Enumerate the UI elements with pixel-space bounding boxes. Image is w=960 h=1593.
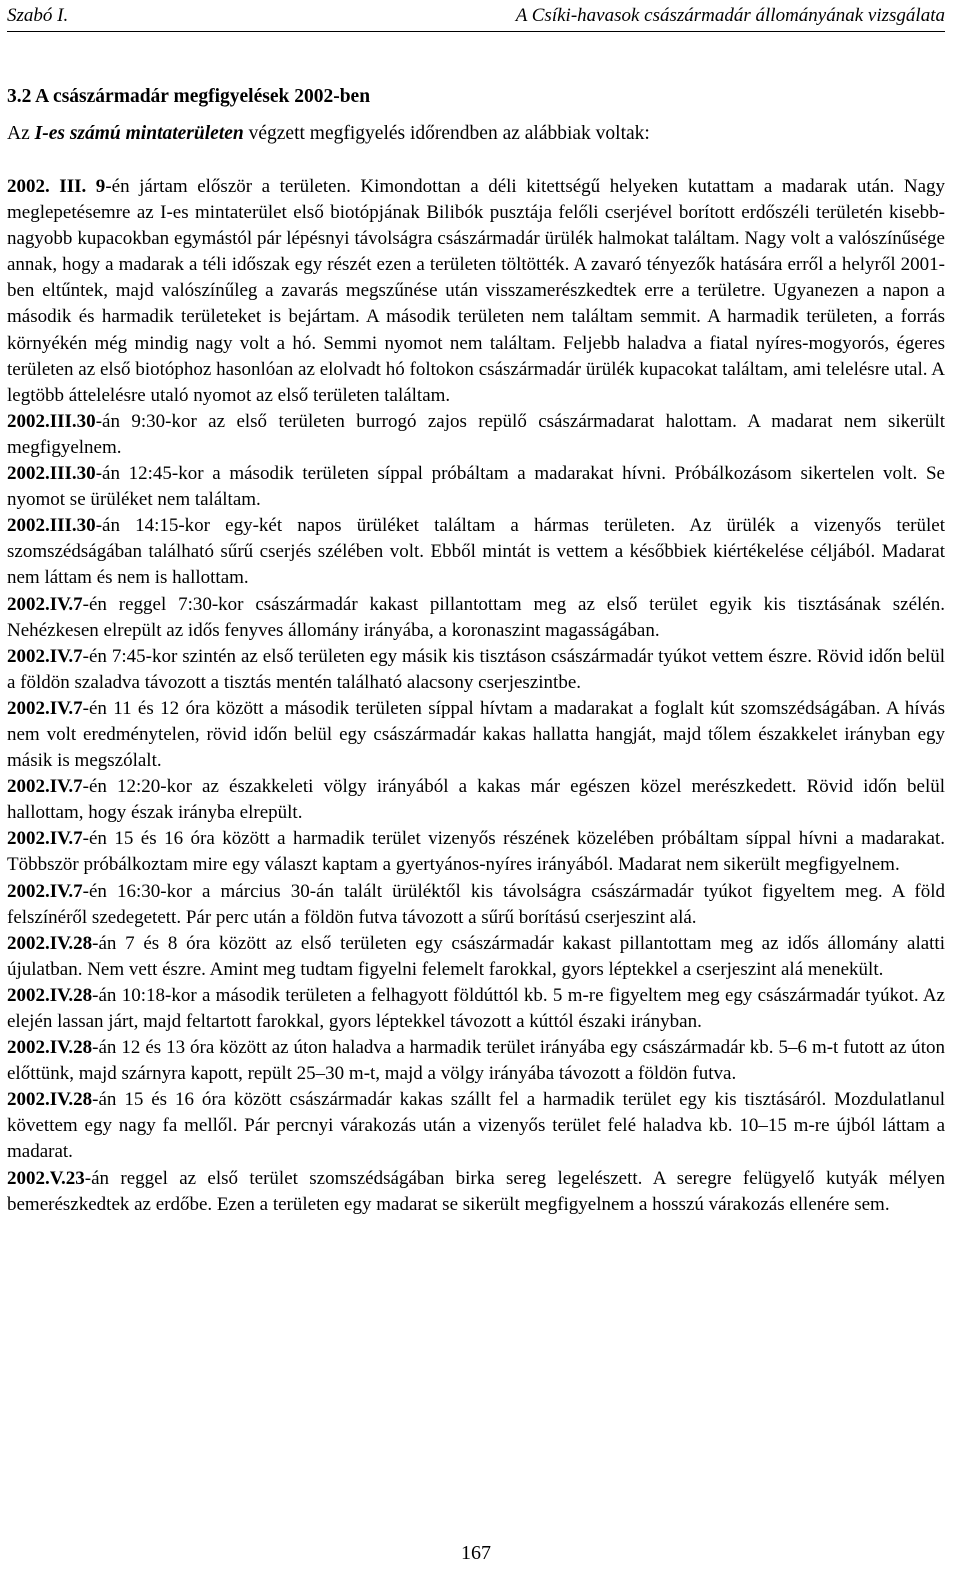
entry-text: -án 12:45-kor a második területen síppal próbáltam a madarakat hívni. Próbálkozásom sikertelen volt. Se nyomot se ürüléket nem találtam. bbox=[7, 463, 945, 511]
entry-text: -án 12 és 13 óra között az úton haladva a harmadik terület irányába egy császármadár kb. 5–6 m-t futott az úton előttünk, majd szárnyra kapott, repült 25–30 m-t, majd a völgy irányába távozott a földön futva. bbox=[7, 1037, 945, 1085]
entry-date: 2002.IV.7 bbox=[7, 697, 83, 719]
log-entry bbox=[7, 1166, 945, 1218]
entry-date: 2002.IV.28 bbox=[7, 1089, 93, 1111]
log-entry bbox=[7, 931, 945, 983]
log-entry bbox=[7, 879, 945, 931]
log-entry bbox=[7, 409, 945, 461]
log-entry bbox=[7, 1035, 945, 1087]
lead-prefix: Az bbox=[7, 123, 35, 144]
log-entry bbox=[7, 461, 945, 513]
entry-text: -én 11 és 12 óra között a második területen síppal hívtam a madarakat a foglalt kút szomszédságában. A hívás nem volt eredménytelen, rövid időn belül egy császármadár kakas hallatta hangját, majd tőlem északkelet irányban egy másik is megszólalt. bbox=[7, 697, 945, 772]
entry-date: 2002.IV.28 bbox=[7, 932, 93, 954]
entry-text: -án reggel az első terület szomszédságában birka sereg legelészett. A seregre felügyelő kutyák mélyen bemerészkedtek az erdőbe. Ezen a területen egy madarat se sikerült megfigyelnem a hosszú várakozás ellenére sem. bbox=[7, 1167, 945, 1215]
entry-text: -én 16:30-kor a március 30-án talált ürüléktől kis távolságra császármadár tyúkot figyeltem meg. A föld felszínéről szedegetett. Pár perc után a földön futva távozott a sűrű borítású cserjeszint alá. bbox=[7, 880, 945, 928]
header-title: A Csíki-havasok császármadár állományának vizsgálata bbox=[515, 5, 945, 26]
log-entry bbox=[7, 1087, 945, 1165]
entry-text: -án 9:30-kor az első területen burrogó zajos repülő császármadarat halottam. A madarat nem sikerült megfigyelnem. bbox=[7, 410, 945, 458]
entry-date: 2002.III.30 bbox=[7, 463, 96, 485]
log-entry bbox=[7, 592, 945, 644]
entry-text: -én jártam először a területen. Kimondottan a déli kitettségű helyeken kutattam a madarak után. Nagy meglepetésemre az I-es mintaterület első biotópjának Bilibók pusztája felőli cserjével borított erdőszéli területén kisebb-nagyobb kupacokban egymástól pár lépésnyi távolságra császármadár ürülék halmokat találtam. Nagy volt a valószínűsége annak, hogy a madarak a téli időszak egy részét ezen a területen töltötték. A zavaró tényezők hatására erről a helyről 2001-ben eltűntek, majd valószínűleg a zavarás megszűnése után visszamerészkedtek erre a területre. Ugyanezen a napon a második és harmadik területeket is bejártam. A második területen nem találtam semmit. A harmadik területen, a forrás környékén még mindig nagy volt a hó. Semmi nyomot nem találtam. Feljebb haladva a fiatal nyíres-mogyorós, égeres területen az első biotóphoz hasonlóan az elolvadt hó foltokon császármadár ürülék kupacokat találtam, ami telelésre utal. A legtöbb áttelelésre utaló nyomot az első területen találtam. bbox=[7, 176, 946, 406]
entry-date: 2002.III.30 bbox=[7, 410, 96, 432]
entry-date: 2002.III.30 bbox=[7, 515, 96, 537]
page-number: 167 bbox=[461, 1542, 491, 1564]
entry-date: 2002.IV.7 bbox=[7, 828, 83, 850]
log-entry bbox=[7, 983, 945, 1035]
entry-date: 2002.IV.7 bbox=[7, 593, 83, 615]
section-title: 3.2 A császármadár megfigyelések 2002-ben bbox=[7, 86, 371, 107]
lead-emphasis: I-es számú mintaterületen bbox=[34, 123, 244, 144]
entry-date: 2002.IV.7 bbox=[7, 776, 83, 798]
log-entry bbox=[7, 774, 945, 826]
running-header bbox=[7, 4, 945, 32]
entry-date: 2002.IV.28 bbox=[7, 1037, 93, 1059]
entry-date: 2002.IV.7 bbox=[7, 645, 83, 667]
entry-text: -án 7 és 8 óra között az első területen egy császármadár kakast pillantottam meg az idős állomány alatti újulatban. Nem vett észre. Amint meg tudtam figyelni felemelt farokkal, gyors léptekkel a cserjeszint alá menekült. bbox=[7, 932, 945, 980]
entry-text: -án 10:18-kor a második területen a felhagyott földúttól kb. 5 m-re figyeltem meg egy császármadár tyúkot. Az elején lassan járt, majd feltartott farokkal, gyors léptekkel távozott a kúttól északi irányban. bbox=[7, 984, 945, 1032]
entry-text: -én 7:45-kor szintén az első területen egy másik kis tisztáson császármadár tyúkot vettem észre. Rövid időn belül a földön szaladva távozott a tisztás mentén található alacsony cserjeszintbe. bbox=[7, 645, 945, 693]
entry-text: -án 14:15-kor egy-két napos ürüléket találtam a hármas területen. Az ürülék a vizenyős terület szomszédságában található sűrű cserjés szélében volt. Ebből mintát is vettem a későbbiek kiértékelése céljából. Madarat nem láttam és nem is hallottam. bbox=[7, 515, 945, 589]
log-entry bbox=[7, 644, 945, 696]
log-entry bbox=[7, 174, 945, 409]
entry-text: -én reggel 7:30-kor császármadár kakast pillantottam meg az első terület egyik kis tisztásának szélén. Nehézkesen elrepült az idős fenyves állomány irányába, a koronaszint magasságában. bbox=[7, 593, 945, 641]
log-entry bbox=[7, 826, 945, 878]
entry-date: 2002.V.23 bbox=[7, 1167, 85, 1189]
entry-date: 2002. III. 9 bbox=[7, 176, 106, 197]
entry-date: 2002.IV.28 bbox=[7, 984, 93, 1006]
entry-text: -én 15 és 16 óra között a harmadik terület vizenyős részének közelében próbáltam síppal hívni a madarakat. Többször próbálkoztam mire egy választ kaptam a gyertyános-nyíres irányából. Madarat nem sikerült megfigyelnem. bbox=[7, 828, 945, 876]
header-author: Szabó I. bbox=[7, 5, 69, 26]
observation-log bbox=[7, 174, 945, 1218]
lead-suffix: végzett megfigyelés időrendben az alábbiak voltak: bbox=[243, 123, 650, 144]
entry-date: 2002.IV.7 bbox=[7, 880, 83, 902]
entry-text: -én 12:20-kor az északkeleti völgy irányából a kakas már egészen közel merészkedett. Rövid időn belül hallottam, hogy észak irányba elrepült. bbox=[7, 776, 945, 824]
entry-text: -án 15 és 16 óra között császármadár kakas szállt fel a harmadik terület egy kis tisztásáról. Mozdulatlanul követtem egy nagy fa mellől. Pár percnyi várakozás után a vizenyős terület felé haladva kb. 10–15 m-re újból láttam a madarat. bbox=[7, 1089, 945, 1163]
section-lead bbox=[7, 121, 945, 147]
log-entry bbox=[7, 696, 945, 774]
log-entry bbox=[7, 513, 945, 591]
